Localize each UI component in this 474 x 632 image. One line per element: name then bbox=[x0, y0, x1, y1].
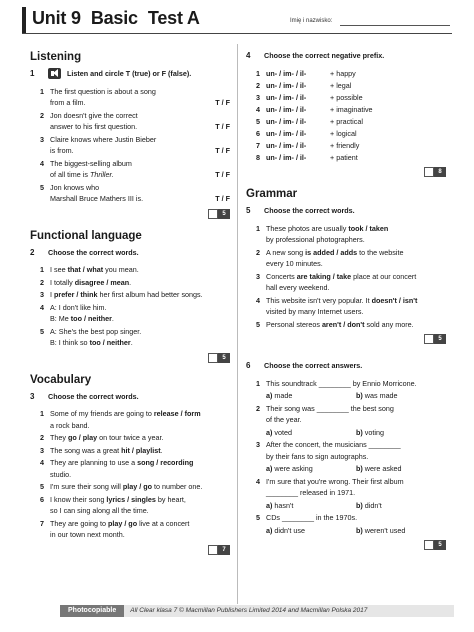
list-item: 3 Claire knows where Justin Bieber is from. T / F bbox=[40, 134, 230, 155]
option-b[interactable]: b) didn't bbox=[356, 500, 382, 510]
vocabulary-heading: Vocabulary bbox=[30, 373, 92, 386]
option-a[interactable]: a) didn't use bbox=[266, 525, 305, 535]
word-choice[interactable]: lyrics / singles bbox=[106, 494, 156, 504]
word-choice[interactable]: that / what bbox=[67, 265, 104, 274]
listening-heading: Listening bbox=[30, 51, 82, 63]
score-box: 5 bbox=[246, 334, 446, 344]
word-choice[interactable]: play / go bbox=[122, 482, 153, 491]
prefix-choice[interactable]: un- / im- / il- bbox=[266, 140, 307, 150]
option-a[interactable]: a) hasn't bbox=[266, 500, 294, 510]
list-item: 3 I prefer / think her first album had better songs. bbox=[40, 290, 203, 299]
photocopiable-label: Photocopiable bbox=[60, 605, 124, 617]
question-item: 5 CDs ________ in the 1970s. a) didn't use b) weren't used bbox=[256, 512, 446, 536]
header-rule bbox=[22, 33, 452, 34]
list-item: 4 They are planning to use a song / recording studio. bbox=[40, 458, 194, 479]
prefix-choice[interactable]: un- / im- / il- bbox=[266, 152, 307, 162]
score-box: 5 bbox=[246, 540, 446, 550]
option-b[interactable]: b) voting bbox=[356, 427, 384, 437]
question-item: 1 This soundtrack ________ by Ennio Morricone. a) made b) was made bbox=[256, 378, 446, 402]
prefix-choice[interactable]: un- / im- / il- bbox=[266, 116, 307, 126]
word-choice[interactable]: are taking / take bbox=[296, 271, 352, 281]
word-choice[interactable]: too / neither bbox=[89, 338, 131, 347]
base-word: + imaginative bbox=[330, 104, 373, 114]
word-choice[interactable]: play / go bbox=[107, 518, 138, 528]
option-b[interactable]: b) was made bbox=[356, 391, 398, 400]
title-test: Test A bbox=[147, 8, 200, 28]
base-word: + patient bbox=[330, 152, 358, 162]
audio-speaker-icon bbox=[48, 68, 61, 79]
functional-heading: Functional language bbox=[30, 229, 142, 242]
score-input[interactable] bbox=[424, 540, 434, 550]
list-item: 5 Personal stereos aren't / don't sold any more. bbox=[256, 319, 414, 329]
list-item: 5 Jon knows who Marshall Bruce Mathers III is. T / F bbox=[40, 182, 230, 203]
true-false-choice[interactable]: T / F bbox=[215, 98, 230, 107]
word-choice[interactable]: too / neither bbox=[70, 314, 112, 323]
word-choice[interactable]: go / play bbox=[67, 433, 98, 442]
question-item: 4 I'm sure that you're wrong. Their first album ________ released in 1971. a) hasn't b) didn't bbox=[256, 476, 446, 512]
list-item: 1 These photos are usually took / taken by professional photographers. bbox=[256, 223, 389, 244]
right-column bbox=[246, 50, 446, 560]
prefix-choice[interactable]: un- / im- / il- bbox=[266, 68, 307, 78]
page-footer bbox=[60, 605, 454, 617]
copyright-text: All Clear klasa 7 © Macmillan Publishers Limited 2014 and Macmillan Polska 2017 bbox=[130, 607, 368, 614]
base-word: + happy bbox=[330, 68, 356, 78]
prefix-item: 8 un- / im- / il- + patient bbox=[256, 152, 358, 162]
prefix-choice[interactable]: un- / im- / il- bbox=[266, 104, 307, 114]
question-item: 2 Their song was ________ the best song of the year. a) voted b) voting bbox=[256, 403, 446, 439]
score-box: 5 bbox=[30, 209, 230, 219]
answers-instruction: 6 Choose the correct answers. bbox=[246, 361, 363, 370]
list-item: 6 I know their song lyrics / singles by heart, so I can sing along all the time. bbox=[40, 494, 186, 515]
question-item: 3 After the concert, the musicians ________ by their fans to sign autographs. a) were asking b) were asked bbox=[256, 439, 446, 475]
prefix-item: 3 un- / im- / il- + possible bbox=[256, 92, 363, 102]
score-box: 7 bbox=[30, 545, 230, 555]
base-word: + legal bbox=[330, 80, 352, 90]
list-item: 4 The biggest-selling album of all time is Thriller. T / F bbox=[40, 158, 230, 179]
functional-instruction: 2 Choose the correct words. bbox=[30, 247, 139, 257]
prefix-item: 5 un- / im- / il- + practical bbox=[256, 116, 363, 126]
name-label: Imię i nazwisko: bbox=[290, 18, 333, 24]
listening-instruction: 1 Listen and circle T (true) or F (false). bbox=[30, 69, 192, 78]
title-level: Basic bbox=[90, 8, 138, 28]
word-choice[interactable]: song / recording bbox=[137, 458, 194, 467]
score-box: 8 bbox=[246, 167, 446, 177]
list-item: 7 They are going to play / go live at a concert in our town next month. bbox=[40, 518, 190, 539]
list-item: 2 They go / play on tour twice a year. bbox=[40, 433, 164, 442]
prefix-item: 7 un- / im- / il- + friendly bbox=[256, 140, 360, 150]
left-column bbox=[30, 50, 230, 565]
page-title bbox=[32, 8, 210, 29]
score-input[interactable] bbox=[208, 353, 218, 363]
word-choice[interactable]: release / form bbox=[153, 409, 201, 418]
vocabulary-instruction: 3 Choose the correct words. bbox=[30, 391, 139, 401]
option-b[interactable]: b) weren't used bbox=[356, 525, 406, 535]
word-choice[interactable]: disagree / mean bbox=[74, 277, 130, 287]
list-item: 1 I see that / what you mean. bbox=[40, 265, 139, 274]
column-divider bbox=[237, 44, 238, 604]
prefix-item: 1 un- / im- / il- + happy bbox=[256, 68, 356, 78]
list-item: 2 Jon doesn't give the correct answer to his first question. T / F bbox=[40, 110, 230, 131]
word-choice[interactable]: doesn't / isn't bbox=[371, 295, 418, 305]
prefix-item: 4 un- / im- / il- + imaginative bbox=[256, 104, 373, 114]
word-choice[interactable]: prefer / think bbox=[54, 290, 98, 299]
base-word: + practical bbox=[330, 116, 363, 126]
list-item: 5 A: She's the best pop singer. B: I think so too / neither. bbox=[40, 326, 142, 347]
base-word: + friendly bbox=[330, 140, 360, 150]
base-word: + logical bbox=[330, 128, 357, 138]
option-b[interactable]: b) were asked bbox=[356, 464, 402, 473]
title-unit: Unit 9 bbox=[32, 8, 81, 28]
prefix-item: 2 un- / im- / il- + legal bbox=[256, 80, 352, 90]
word-choice[interactable]: aren't / don't bbox=[321, 319, 365, 329]
list-item: 4 This website isn't very popular. It doesn't / isn't visited by many Internet users. bbox=[256, 295, 418, 316]
true-false-choice[interactable]: T / F bbox=[215, 146, 230, 155]
prefix-choice[interactable]: un- / im- / il- bbox=[266, 80, 307, 90]
word-choice[interactable]: hit / playlist bbox=[121, 445, 161, 455]
score-input[interactable] bbox=[208, 209, 218, 219]
word-choice[interactable]: took / taken bbox=[348, 223, 389, 233]
page-header bbox=[22, 7, 452, 33]
list-item: 4 A: I don't like him. B: Me too / neither. bbox=[40, 302, 114, 323]
option-a[interactable]: a) made bbox=[266, 391, 293, 400]
score-input[interactable] bbox=[424, 334, 434, 344]
base-word: + possible bbox=[330, 92, 363, 102]
grammar-heading: Grammar bbox=[246, 188, 298, 200]
word-choice[interactable]: is added / adds bbox=[305, 247, 358, 257]
option-a[interactable]: a) were asking bbox=[266, 464, 313, 473]
name-field[interactable] bbox=[340, 25, 450, 26]
list-item: 2 A new song is added / adds to the website every 10 minutes. bbox=[256, 247, 404, 268]
list-item: 2 I totally disagree / mean. bbox=[40, 277, 132, 287]
list-item: 3 Concerts are taking / take place at our concert hall every weekend. bbox=[256, 271, 417, 292]
score-input[interactable] bbox=[424, 167, 434, 177]
grammar-instruction: 5 Choose the correct words. bbox=[246, 206, 355, 215]
option-a[interactable]: a) voted bbox=[266, 427, 292, 437]
list-item: 1 The first question is about a song from a film. T / F bbox=[40, 86, 230, 107]
list-item: 5 I'm sure their song will play / go to number one. bbox=[40, 482, 203, 491]
score-box: 5 bbox=[30, 353, 230, 363]
prefix-instruction: 4 Choose the correct negative prefix. bbox=[246, 51, 385, 60]
prefix-choice[interactable]: un- / im- / il- bbox=[266, 92, 307, 102]
true-false-choice[interactable]: T / F bbox=[215, 194, 230, 203]
score-input[interactable] bbox=[208, 545, 218, 555]
true-false-choice[interactable]: T / F bbox=[215, 122, 230, 131]
list-item: 3 The song was a great hit / playlist. bbox=[40, 445, 163, 455]
prefix-choice[interactable]: un- / im- / il- bbox=[266, 128, 307, 138]
header-accent-bar bbox=[22, 7, 26, 33]
list-item: 1 Some of my friends are going to release / form a rock band. bbox=[40, 409, 201, 430]
prefix-item: 6 un- / im- / il- + logical bbox=[256, 128, 357, 138]
true-false-choice[interactable]: T / F bbox=[215, 170, 230, 179]
